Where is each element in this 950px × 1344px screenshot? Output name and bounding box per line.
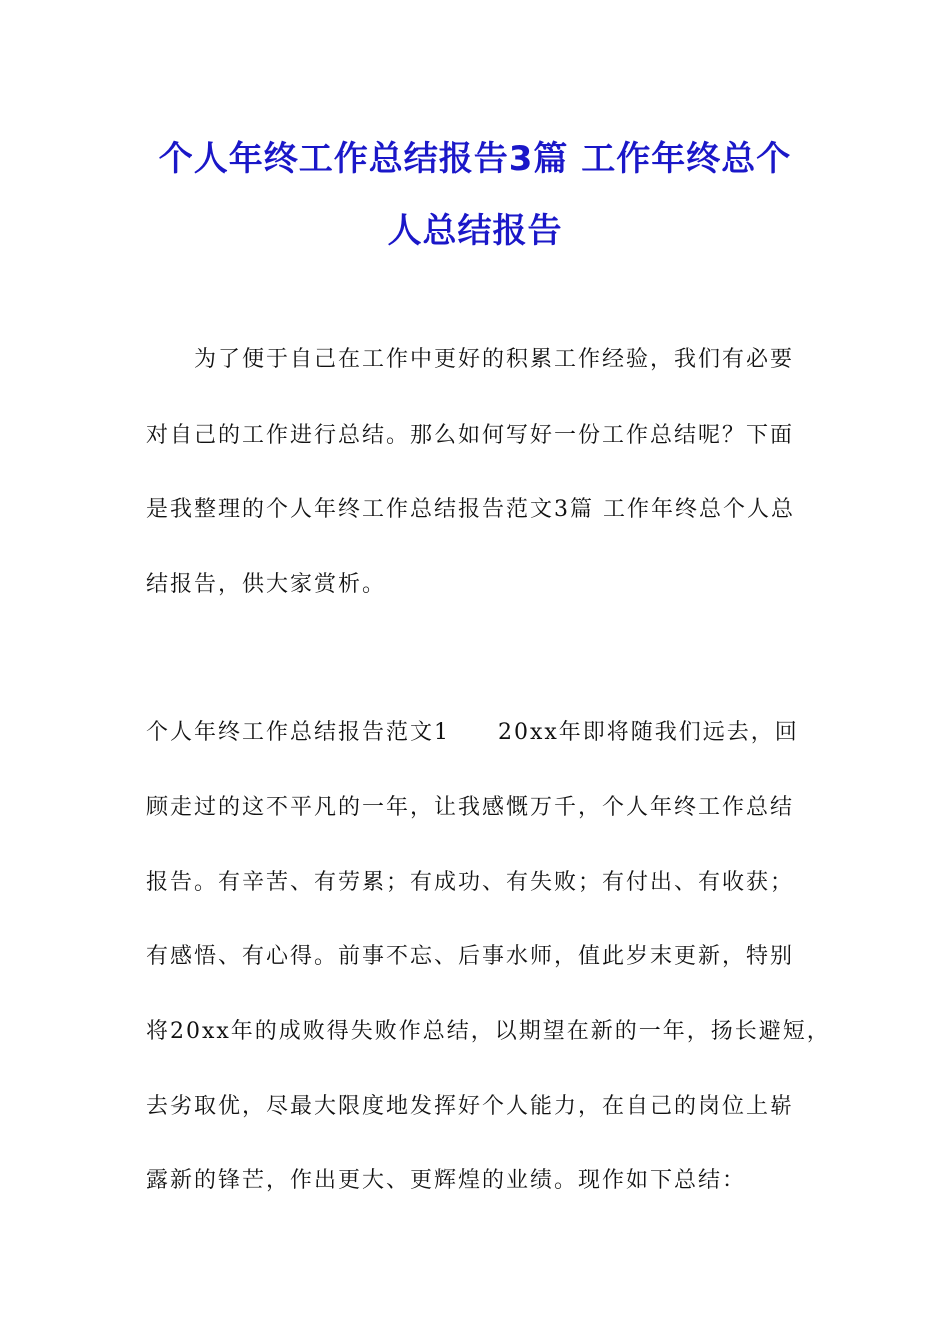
section1-line-6: 去劣取优，尽最大限度地发挥好个人能力，在自己的岗位上崭	[146, 1094, 795, 1119]
document-title-line-1: 个人年终工作总结报告3篇 工作年终总个	[158, 139, 792, 179]
intro-line-4: 结报告，供大家赏析。	[146, 572, 387, 597]
intro-line-2: 对自己的工作进行总结。那么如何写好一份工作总结呢？下面	[146, 423, 795, 448]
intro-line-3: 是我整理的个人年终工作总结报告范文3篇 工作年终总个人总	[146, 497, 795, 522]
section1-line-2: 顾走过的这不平凡的一年，让我感慨万千，个人年终工作总结	[146, 795, 795, 820]
section1-line-7: 露新的锋芒，作出更大、更辉煌的业绩。现作如下总结：	[146, 1168, 747, 1193]
section1-line-4: 有感悟、有心得。前事不忘、后事水师，值此岁末更新，特别	[146, 944, 795, 969]
section1-line-3: 报告。有辛苦、有劳累；有成功、有失败；有付出、有收获；	[146, 870, 795, 895]
section1-line-5: 将20xx年的成败得失败作总结，以期望在新的一年，扬长避短，	[146, 1019, 831, 1044]
intro-line-1: 为了便于自己在工作中更好的积累工作经验，我们有必要	[194, 347, 795, 372]
section1-line-1: 个人年终工作总结报告范文1 20xx年即将随我们远去，回	[146, 720, 799, 745]
document-title-line-2: 人总结报告	[387, 211, 563, 251]
